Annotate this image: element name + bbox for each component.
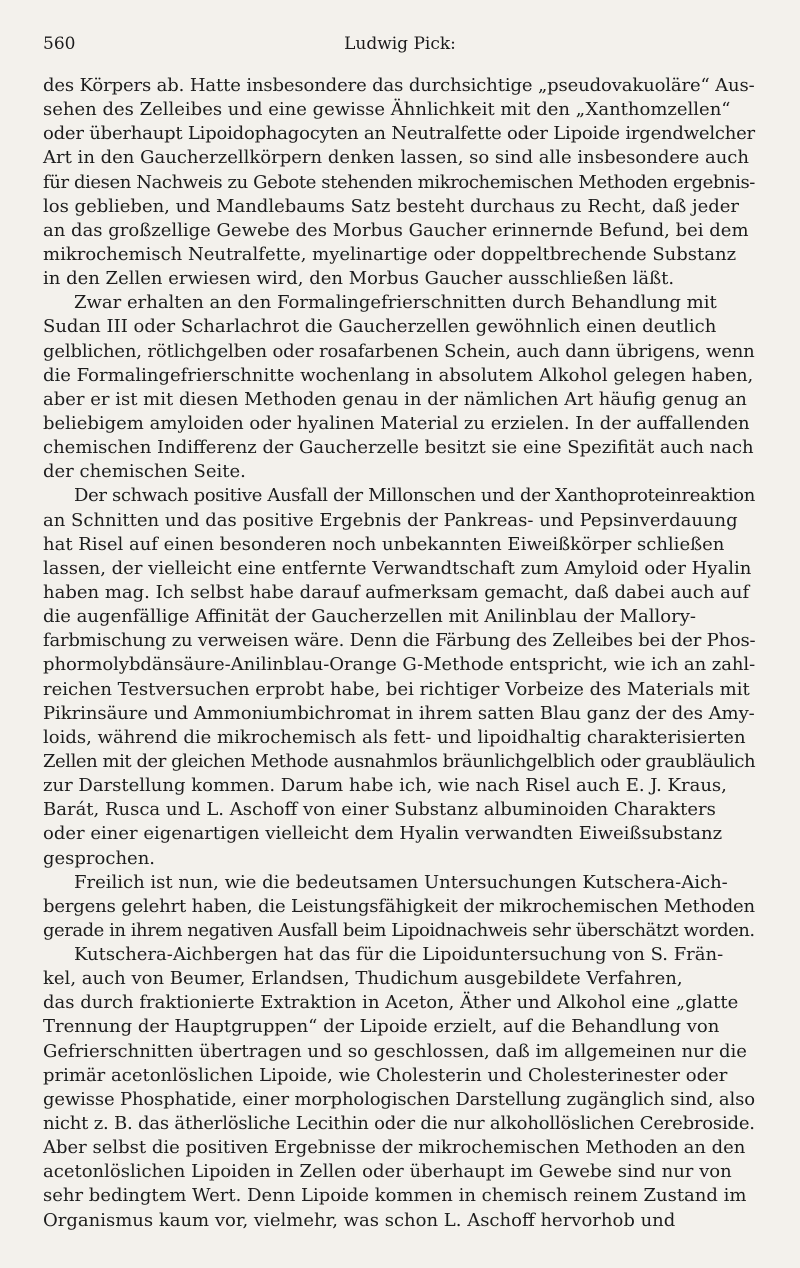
text-line: Trennung der Hauptgruppen“ der Lipoide erzielt, auf die Behandlung von — [43, 1016, 720, 1038]
text-line: bergens gelehrt haben, die Leistungsfähigkeit der mikrochemischen Methoden — [43, 895, 755, 917]
text-line: zur Darstellung kommen. Darum habe ich, wie nach Risel auch E. J. Kraus, — [43, 775, 727, 797]
text-line: kel, auch von Beumer, Erlandsen, Thudichum ausgebildete Verfahren, — [43, 968, 683, 990]
text-line: phormolybdänsäure-Anilinblau-Orange G-Methode entspricht, wie ich an zahl- — [43, 654, 756, 676]
text-line: mikrochemisch Neutralfette, myelinartige oder doppeltbrechende Substanz — [43, 243, 737, 265]
text-line: Sudan III oder Scharlachrot die Gaucherzellen gewöhnlich einen deutlich — [43, 316, 717, 338]
text-line: Kutschera-Aichbergen hat das für die Lipoiduntersuchung von S. Frän- — [74, 944, 724, 966]
text-line: nicht z. B. das ätherlösliche Lecithin oder die nur alkohollöslichen Cerebroside. — [43, 1113, 755, 1135]
body-text — [43, 74, 755, 1233]
text-line: die Formalingefrierschnitte wochenlang in absolutem Alkohol gelegen haben, — [43, 364, 754, 386]
text-line: in den Zellen erwiesen wird, den Morbus Gaucher ausschließen läßt. — [43, 268, 675, 290]
text-line: gelblichen, rötlichgelben oder rosafarbenen Schein, auch dann übrigens, wenn — [43, 340, 755, 362]
text-line: an das großzellige Gewebe des Morbus Gaucher erinnernde Befund, bei dem — [43, 219, 749, 241]
text-line: an Schnitten und das positive Ergebnis der Pankreas- und Pepsinverdauung — [43, 509, 738, 531]
text-line: Art in den Gaucherzellkörpern denken lassen, so sind alle insbesondere auch — [43, 147, 749, 169]
text-line: Freilich ist nun, wie die bedeutsamen Untersuchungen Kutschera-Aich- — [74, 871, 728, 893]
text-line: gerade in ihrem negativen Ausfall beim Lipoidnachweis sehr überschätzt worden. — [43, 919, 755, 941]
text-line: aber er ist mit diesen Methoden genau in der nämlichen Art häufig genug an — [43, 388, 747, 410]
text-line: gesprochen. — [43, 847, 156, 869]
text-line: Zellen mit der gleichen Methode ausnahmlos bräunlichgelblich oder graubläulich — [43, 750, 756, 772]
text-line: sehen des Zelleibes und eine gewisse Ähnlichkeit mit den „Xanthomzellen“ — [43, 99, 731, 121]
text-line: sehr bedingtem Wert. Denn Lipoide kommen in chemisch reinem Zustand im — [43, 1185, 747, 1207]
text-line: los geblieben, und Mandlebaums Satz besteht durchaus zu Recht, daß jeder — [43, 195, 740, 217]
text-line: für diesen Nachweis zu Gebote stehenden mikrochemischen Methoden ergebnis- — [43, 171, 755, 193]
text-line: acetonlöslichen Lipoiden in Zellen oder überhaupt im Gewebe sind nur von — [43, 1161, 732, 1183]
text-line: der chemischen Seite. — [43, 461, 246, 483]
page-header — [43, 34, 757, 58]
text-line: beliebigem amyloiden oder hyalinen Material zu erzielen. In der auffallenden — [43, 412, 750, 434]
text-line: chemischen Indifferenz der Gaucherzelle besitzt sie eine Spezifität auch nach — [43, 437, 754, 459]
text-line: lassen, der vielleicht eine entfernte Verwandtschaft zum Amyloid oder Hyalin — [43, 557, 752, 579]
text-line: gewisse Phosphatide, einer morphologischen Darstellung zugänglich sind, also — [43, 1088, 755, 1110]
text-line: hat Risel auf einen besonderen noch unbekannten Eiweißkörper schließen — [43, 533, 725, 555]
text-line: Organismus kaum vor, vielmehr, was schon L. Aschoff hervorhob und — [43, 1209, 676, 1231]
text-line: oder einer eigenartigen vielleicht dem Hyalin verwandten Eiweißsubstanz — [43, 823, 723, 845]
running-head: Ludwig Pick: — [344, 34, 456, 54]
text-line: Barát, Rusca und L. Aschoff von einer Substanz albuminoiden Charakters — [43, 799, 716, 821]
text-line: loids, während die mikrochemisch als fett- und lipoidhaltig charakterisierten — [43, 726, 746, 748]
text-line: reichen Testversuchen erprobt habe, bei richtiger Vorbeize des Materials mit — [43, 678, 750, 700]
text-line: Aber selbst die positiven Ergebnisse der mikrochemischen Methoden an den — [43, 1137, 746, 1159]
text-line: Pikrinsäure und Ammoniumbichromat in ihrem satten Blau ganz der des Amy- — [43, 702, 755, 724]
text-line: haben mag. Ich selbst habe darauf aufmerksam gemacht, daß dabei auch auf — [43, 581, 750, 603]
text-line: primär acetonlöslichen Lipoide, wie Cholesterin und Cholesterinester oder — [43, 1064, 728, 1086]
text-line: Gefrierschnitten übertragen und so geschlossen, daß im allgemeinen nur die — [43, 1040, 747, 1062]
text-line: Der schwach positive Ausfall der Millonschen und der Xanthoproteinreaktion — [74, 485, 755, 507]
page-number: 560 — [43, 34, 76, 54]
text-line: Zwar erhalten an den Formalingefrierschnitten durch Behandlung mit — [74, 292, 717, 314]
text-line: farbmischung zu verweisen wäre. Denn die Färbung des Zelleibes bei der Phos- — [43, 630, 756, 652]
text-line: oder überhaupt Lipoidophagocyten an Neutralfette oder Lipoide irgendwelcher — [43, 123, 755, 145]
text-line: des Körpers ab. Hatte insbesondere das durchsichtige „pseudovakuoläre“ Aus- — [43, 75, 755, 96]
text-line: das durch fraktionierte Extraktion in Aceton, Äther und Alkohol eine „glatte — [43, 992, 739, 1014]
text-line: die augenfällige Affinität der Gaucherzellen mit Anilinblau der Mallory- — [43, 606, 696, 628]
